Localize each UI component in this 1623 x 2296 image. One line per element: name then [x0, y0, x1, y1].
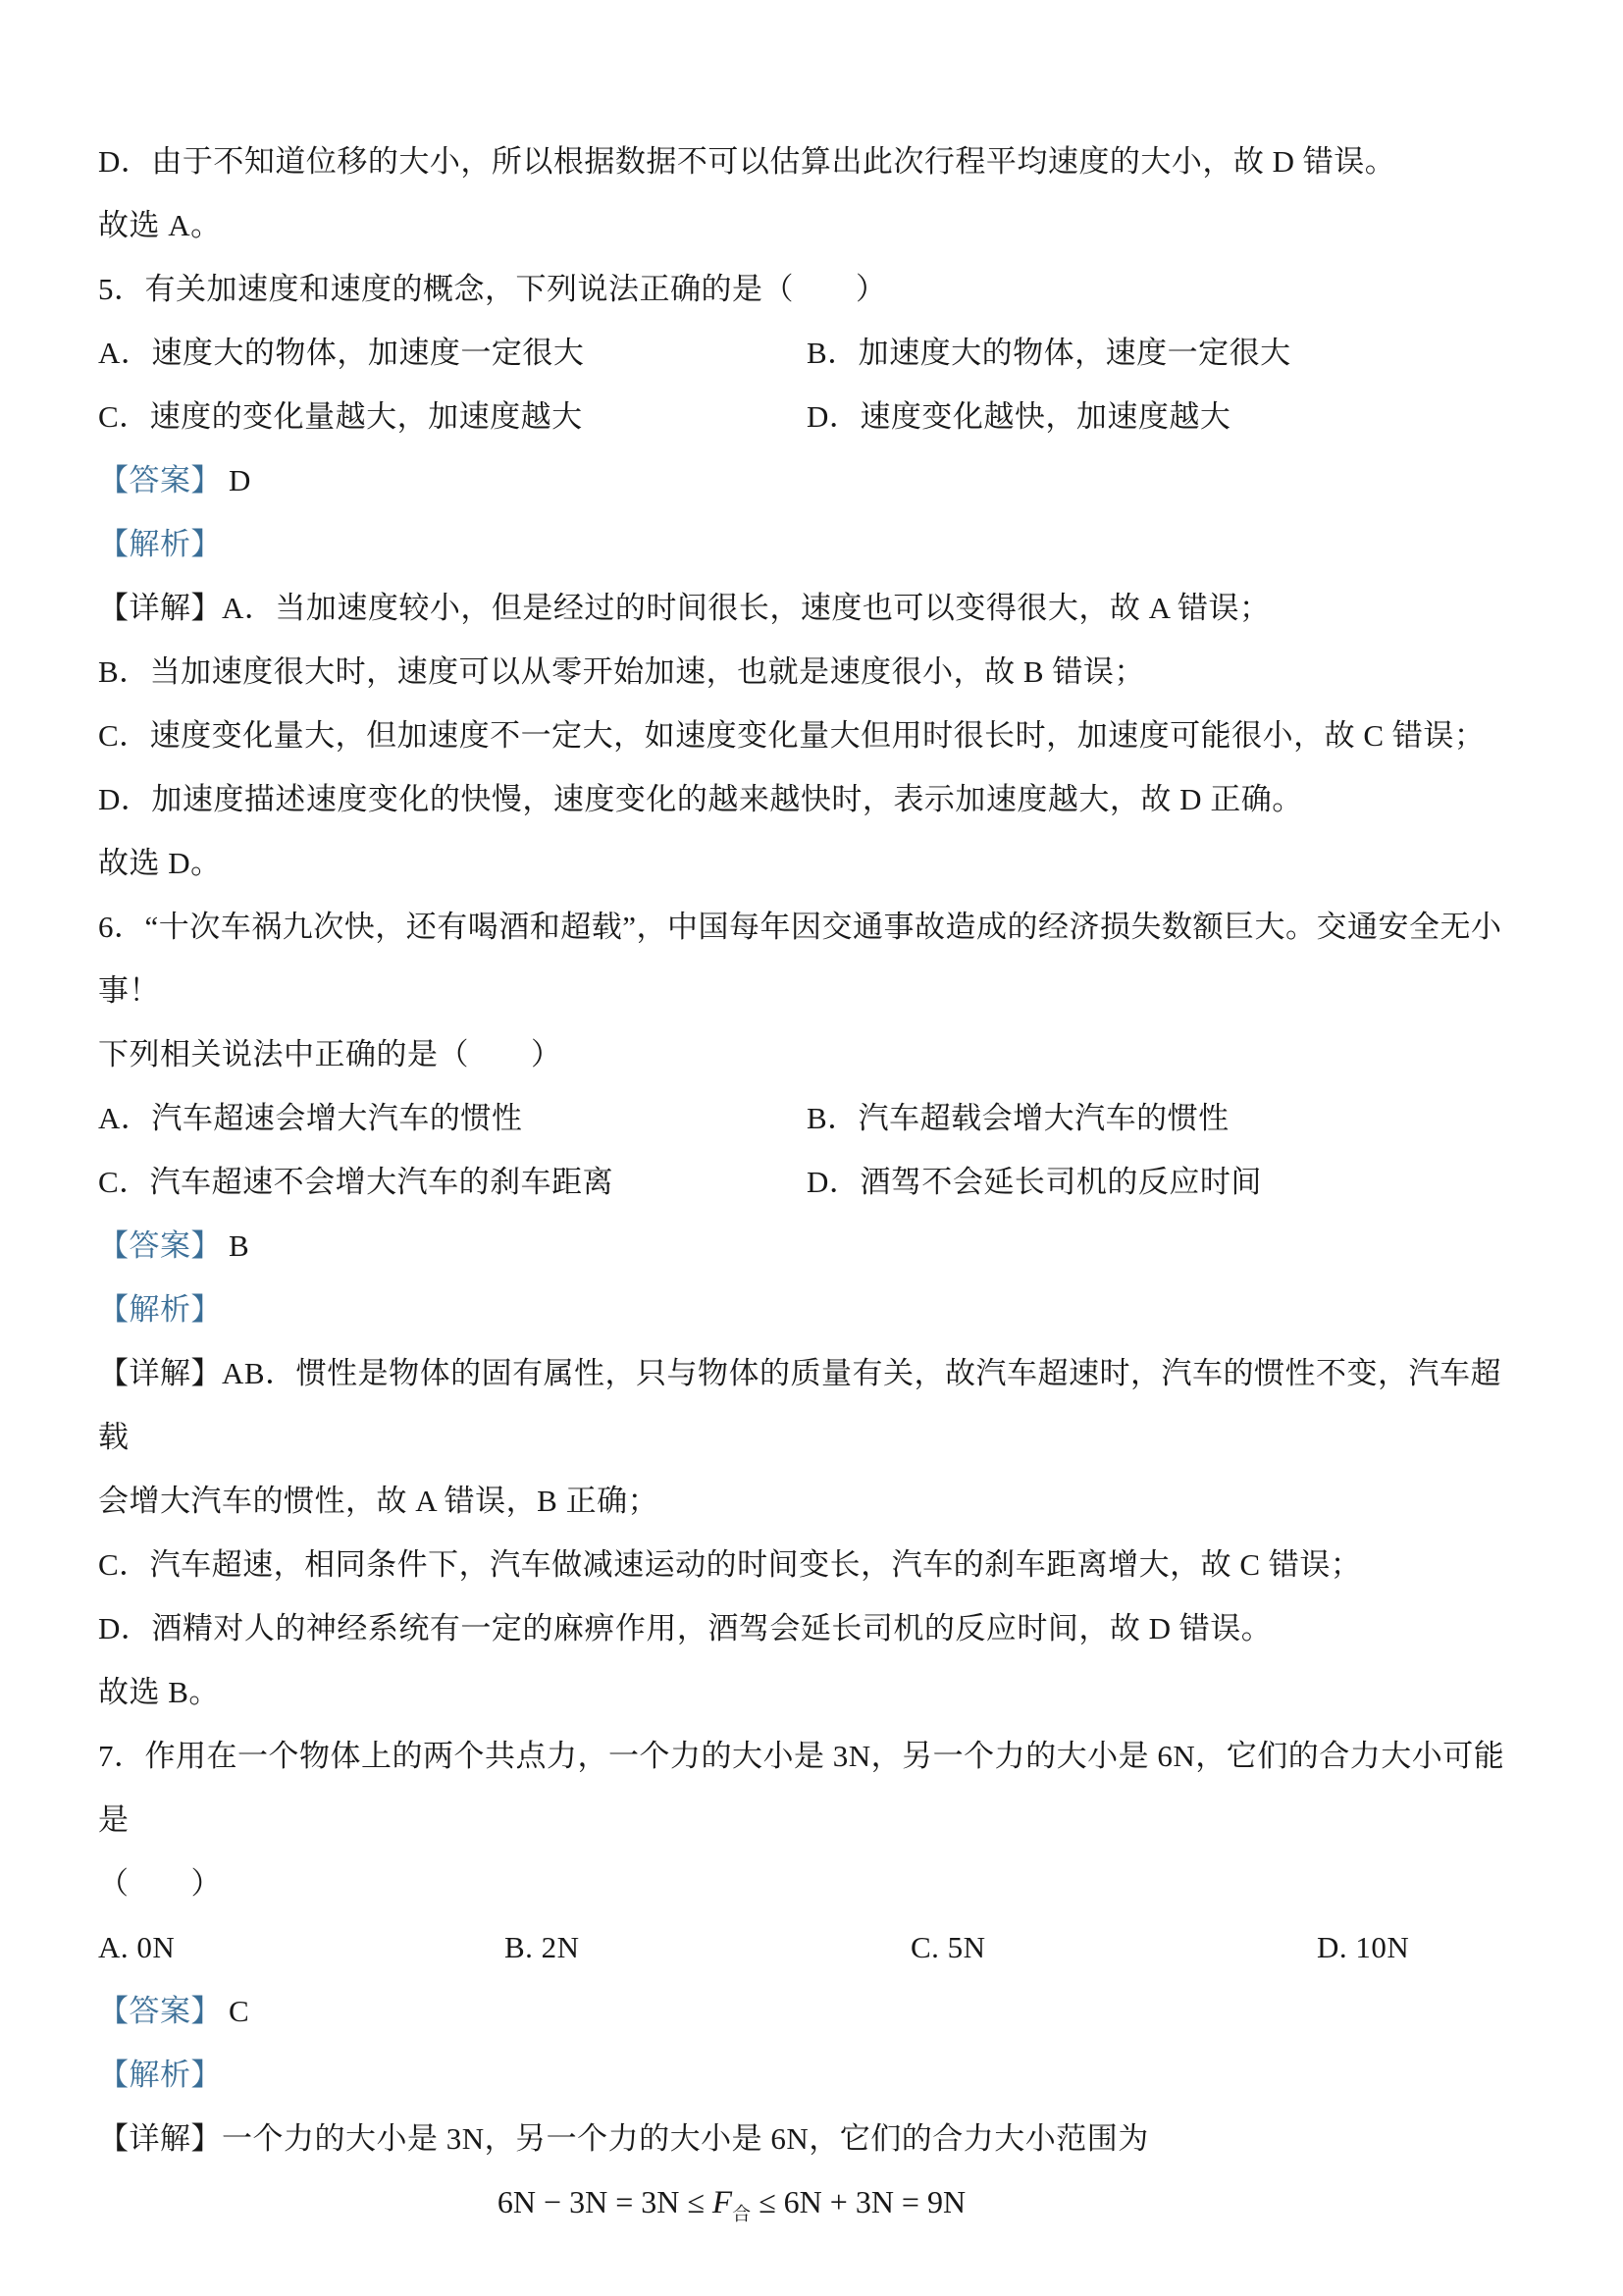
q4-detail-option-d: D．由于不知道位移的大小，所以根据数据不可以估算出此次行程平均速度的大小，故 D 错误。 [98, 144, 1396, 179]
q7-option-c: C. 5N [911, 1930, 986, 1964]
q6-options-row-1 [98, 1086, 1527, 1150]
answer-label: 【答案】 [98, 1228, 222, 1263]
q5-detail-b: B．当加速度很大时，速度可以从零开始加速，也就是速度很小，故 B 错误； [98, 654, 1145, 689]
q5-detail-c: C．速度变化量大，但加速度不一定大，如速度变化量大但用时很长时，加速度可能很小，故 C 错误； [98, 718, 1486, 753]
q6-answer-line [98, 1214, 1527, 1278]
analysis-label: 【解析】 [98, 1292, 222, 1327]
q7-stem-line1: 7．作用在一个物体上的两个共点力，一个力的大小是 3N，另一个力的大小是 6N，它们的合力大小可能是 [98, 1739, 1505, 1837]
analysis-label: 【解析】 [98, 2058, 222, 2092]
q7-options-row [98, 1915, 1527, 1979]
q5-analysis-line [98, 512, 1527, 576]
q7-stem-line2: （ ） [98, 1866, 222, 1901]
q6-option-a: A．汽车超速会增大汽车的惯性 [98, 1101, 523, 1135]
q7-option-b: B. 2N [504, 1930, 580, 1964]
q6-answer-value: B [229, 1228, 250, 1263]
formula-lhs: 6N − 3N = 3N ≤ [497, 2184, 712, 2219]
q6-option-c: C．汽车超速不会增大汽车的刹车距离 [98, 1165, 614, 1199]
q6-option-b: B．汽车超载会增大汽车的惯性 [807, 1101, 1230, 1135]
q6-detail-ab-line1: 【详解】AB．惯性是物体的固有属性，只与物体的质量有关，故汽车超速时，汽车的惯性不变，汽车超载 [98, 1356, 1502, 1454]
q4-choose-answer: 故选 A。 [98, 208, 222, 242]
q7-option-a: A. 0N [98, 1930, 176, 1964]
q7-detail-intro: 【详解】一个力的大小是 3N，另一个力的大小是 6N，它们的合力大小范围为 [98, 2121, 1149, 2156]
q6-stem-line2: 下列相关说法中正确的是（ ） [98, 1037, 562, 1071]
q6-options-row-2 [98, 1150, 1527, 1214]
analysis-label: 【解析】 [98, 527, 222, 561]
q5-options-row-1 [98, 321, 1527, 385]
q5-detail-d: D．加速度描述速度变化的快慢，速度变化的越来越快时，表示加速度越大，故 D 正确。 [98, 782, 1303, 816]
q6-choose-answer: 故选 B。 [98, 1675, 220, 1709]
q5-option-d: D．速度变化越快，加速度越大 [807, 399, 1231, 434]
formula-force-subscript: 合 [732, 2204, 752, 2225]
q6-stem-line1: 6．“十次车祸九次快，还有喝酒和超载”，中国每年因交通事故造成的经济损失数额巨大。交通安全无小事！ [98, 910, 1502, 1008]
q7-answer-value: C [229, 1994, 250, 2028]
q7-analysis-line [98, 2043, 1527, 2107]
q6-detail-d: D．酒精对人的神经系统有一定的麻痹作用，酒驾会延长司机的反应时间，故 D 错误。 [98, 1611, 1273, 1645]
q5-option-c: C．速度的变化量越大，加速度越大 [98, 399, 583, 434]
q5-choose-answer: 故选 D。 [98, 846, 222, 880]
q7-option-d: D. 10N [1317, 1930, 1410, 1964]
q5-option-a: A．速度大的物体，加速度一定很大 [98, 336, 585, 370]
q7-answer-line [98, 1979, 1527, 2043]
formula-rhs: ≤ 6N + 3N = 9N [751, 2184, 967, 2219]
q5-options-row-2 [98, 385, 1527, 448]
q5-stem: 5．有关加速度和速度的概念，下列说法正确的是（ ） [98, 272, 887, 306]
q5-answer-line [98, 448, 1527, 512]
answer-label: 【答案】 [98, 1994, 222, 2028]
q5-option-b: B．加速度大的物体，速度一定很大 [807, 336, 1291, 370]
q5-detail-a: 【详解】A．当加速度较小，但是经过的时间很长，速度也可以变得很大，故 A 错误； [98, 591, 1271, 625]
q7-force-range-formula [98, 2170, 1527, 2235]
q5-answer-value: D [229, 463, 251, 497]
formula-force-symbol: F [711, 2185, 733, 2220]
q6-detail-ab-line2: 会增大汽车的惯性，故 A 错误，B 正确； [98, 1484, 659, 1518]
q6-option-d: D．酒驾不会延长司机的反应时间 [807, 1165, 1262, 1199]
answer-label: 【答案】 [98, 463, 222, 497]
q6-detail-c: C．汽车超速，相同条件下，汽车做减速运动的时间变长，汽车的刹车距离增大，故 C 错误； [98, 1547, 1362, 1582]
q6-analysis-line [98, 1278, 1527, 1341]
